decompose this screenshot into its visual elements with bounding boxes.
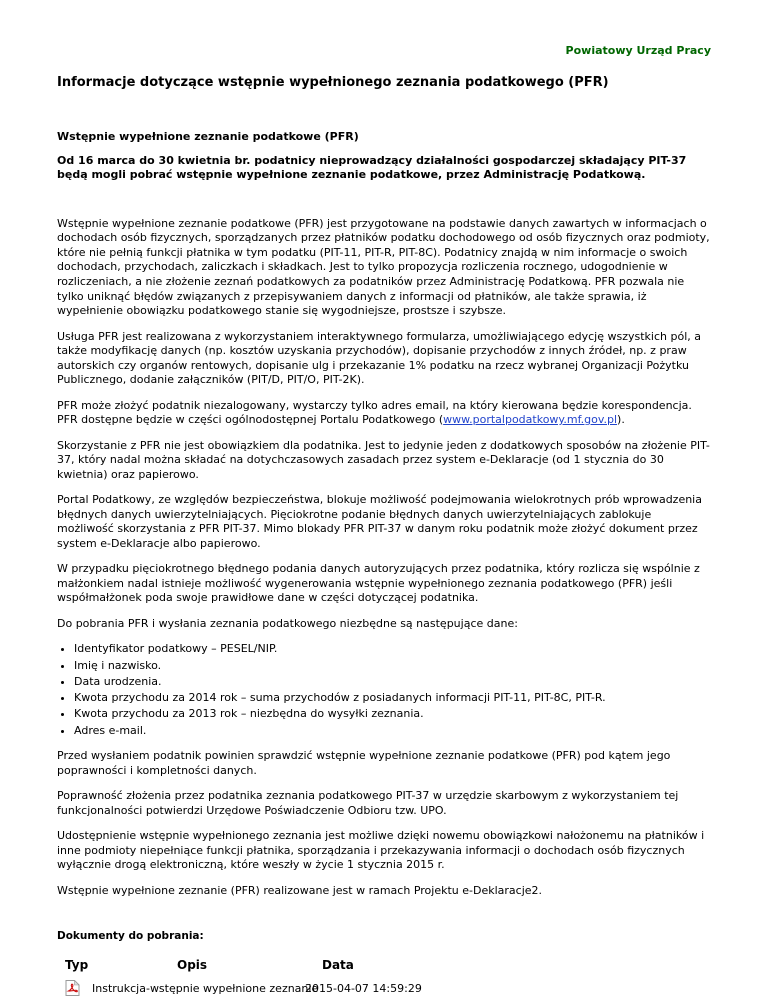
download-date: 2015-04-07 14:59:29 xyxy=(305,981,422,995)
download-description[interactable]: Instrukcja-wstępnie wypełnione zeznanie xyxy=(92,981,319,995)
section-subtitle: Wstępnie wypełnione zeznanie podatkowe (PFR) xyxy=(57,129,359,143)
page-title: Informacje dotyczące wstępnie wypełnionego zeznania podatkowego (PFR) xyxy=(57,75,609,90)
paragraph-text: PFR może złożyć podatnik niezalogowany, wystarczy tylko adres email, na który kierowana będzie korespondencja. PFR dostępne będzie w części ogólnodostępnej Portalu Podatkowego ( xyxy=(57,398,692,427)
list-item: • Data urodzenia. xyxy=(74,675,711,689)
column-header-data: Data xyxy=(322,958,354,973)
paragraph: Udostępnienie wstępnie wypełnionego zeznania jest możliwe dzięki nowemu obowiązkowi nałożonemu na płatników i inne podmioty niepełniące funkcji płatnika, sporządzania i przekazywania informacji o dochodach osób fizycznych wyłącznie drogą elektroniczną, które weszły w życie 1 stycznia 2015 r. xyxy=(57,829,705,872)
lead-paragraph: Od 16 marca do 30 kwietnia br. podatnicy nieprowadzący działalności gospodarczej składający PIT-37 będą mogli pobrać wstępnie wypełnione zeznanie podatkowe, przez Administrację Podatkową. xyxy=(57,153,687,182)
required-data-list xyxy=(57,642,711,738)
paragraph: Portal Podatkowy, ze względów bezpieczeństwa, blokuje możliwość podejmowania wielokrotnych prób wprowadzenia błędnych danych uwierzytelniających. Pięciokrotne podanie błędnych danych uwierzytelniających zablokuje możliwość skorzystania z PFR PIT-37. Mimo blokady PFR PIT-37 w danym roku podatnik może złożyć dokument przez system e-Deklaracje albo papierowo. xyxy=(57,493,702,550)
column-header-typ: Typ xyxy=(65,958,89,973)
downloads-table-header xyxy=(57,954,711,976)
list-intro: Do pobrania PFR i wysłania zeznania podatkowego niezbędne są następujące dane: xyxy=(57,616,518,630)
paragraph: Poprawność złożenia przez podatnika zeznania podatkowego PIT-37 w urzędzie skarbowym z wykorzystaniem tej funkcjonalności potwierdzi Urzędowe Poświadczenie Odbioru tzw. UPO. xyxy=(57,789,679,817)
organization-name: Powiatowy Urząd Pracy xyxy=(565,44,711,57)
paragraph: Skorzystanie z PFR nie jest obowiązkiem dla podatnika. Jest to jedynie jeden z dodatkowych sposobów na złożenie PIT-37, który nadal można składać na dotychczasowych zasadach przez system e-Deklaracje (od 1 stycznia do 30 kwietnia) oraz papierowo. xyxy=(57,438,710,481)
list-item: • Adres e-mail. xyxy=(74,724,711,738)
paragraph: Przed wysłaniem podatnik powinien sprawdzić wstępnie wypełnione zeznanie podatkowe (PFR) pod kątem jego poprawności i kompletności danych. xyxy=(57,749,671,777)
list-item: • Kwota przychodu za 2013 rok – niezbędna do wysyłki zeznania. xyxy=(74,707,711,721)
paragraph-text: ). xyxy=(617,413,625,427)
downloads-heading: Dokumenty do pobrania: xyxy=(57,930,204,943)
paragraph: Usługa PFR jest realizowana z wykorzystaniem interaktywnego formularza, umożliwiającego edycję wszystkich pól, a także modyfikację danych (np. kosztów uzyskania przychodów), dopisanie przychodów z innych źródeł, np. z praw autorskich czy organów rentowych, dopisanie ulg i przekazanie 1% podatku na rzecz wybranej Organizacji Pożytku Publicznego, dodanie załączników (PIT/D, PIT/O, PIT-2K). xyxy=(57,329,701,387)
list-item: • Kwota przychodu za 2014 rok – suma przychodów z posiadanych informacji PIT-11, PIT-8C, PIT-R. xyxy=(74,691,711,705)
downloads-table xyxy=(57,954,711,1000)
paragraph: Wstępnie wypełnione zeznanie podatkowe (PFR) jest przygotowane na podstawie danych zawartych w informacjach o dochodach osób fizycznych, sporządzanych przez płatników podatku dochodowego od osób fizycznych oraz podmioty, które nie pełnią funkcji płatnika w tym podatku (PIT-11, PIT-R, PIT-8C). Podatnicy znajdą w nim informacje o swoich dochodach, przychodach, zaliczkach i składkach. Jest to tylko propozycja rozliczenia rocznego, udogodnienie w rozliczeniach, a nie złożenie zeznań podatkowych za podatników przez Administrację Podatkową. PFR pozwala nie tylko uniknąć błędów związanych z przepisywaniem danych z informacji od płatników, ale także sprawia, iż wypełnienie obowiązku podatkowego stanie się wygodniejsze, prostsze i szybsze. xyxy=(57,216,710,318)
column-header-opis: Opis xyxy=(177,958,208,973)
list-item: • Identyfikator podatkowy – PESEL/NIP. xyxy=(74,642,711,656)
closing-paragraph: Wstępnie wypełnione zeznanie (PFR) realizowane jest w ramach Projektu e-Deklaracje2. xyxy=(57,883,543,897)
paragraph: W przypadku pięciokrotnego błędnego podania danych autoryzujących przez podatnika, który rozlicza się wspólnie z małżonkiem nadal istnieje możliwość wygenerowania wstępnie wypełnionego zeznania podatkowego (PFR) jeśli współmałżonek poda swoje prawidłowe dane w części dotyczącej podatnika. xyxy=(57,562,700,605)
list-item: • Imię i nazwisko. xyxy=(74,659,711,673)
table-row[interactable] xyxy=(57,976,711,1000)
portal-podatkowy-link[interactable]: www.portalpodatkowy.mf.gov.pl xyxy=(443,413,618,427)
paragraph-with-link xyxy=(57,399,711,428)
